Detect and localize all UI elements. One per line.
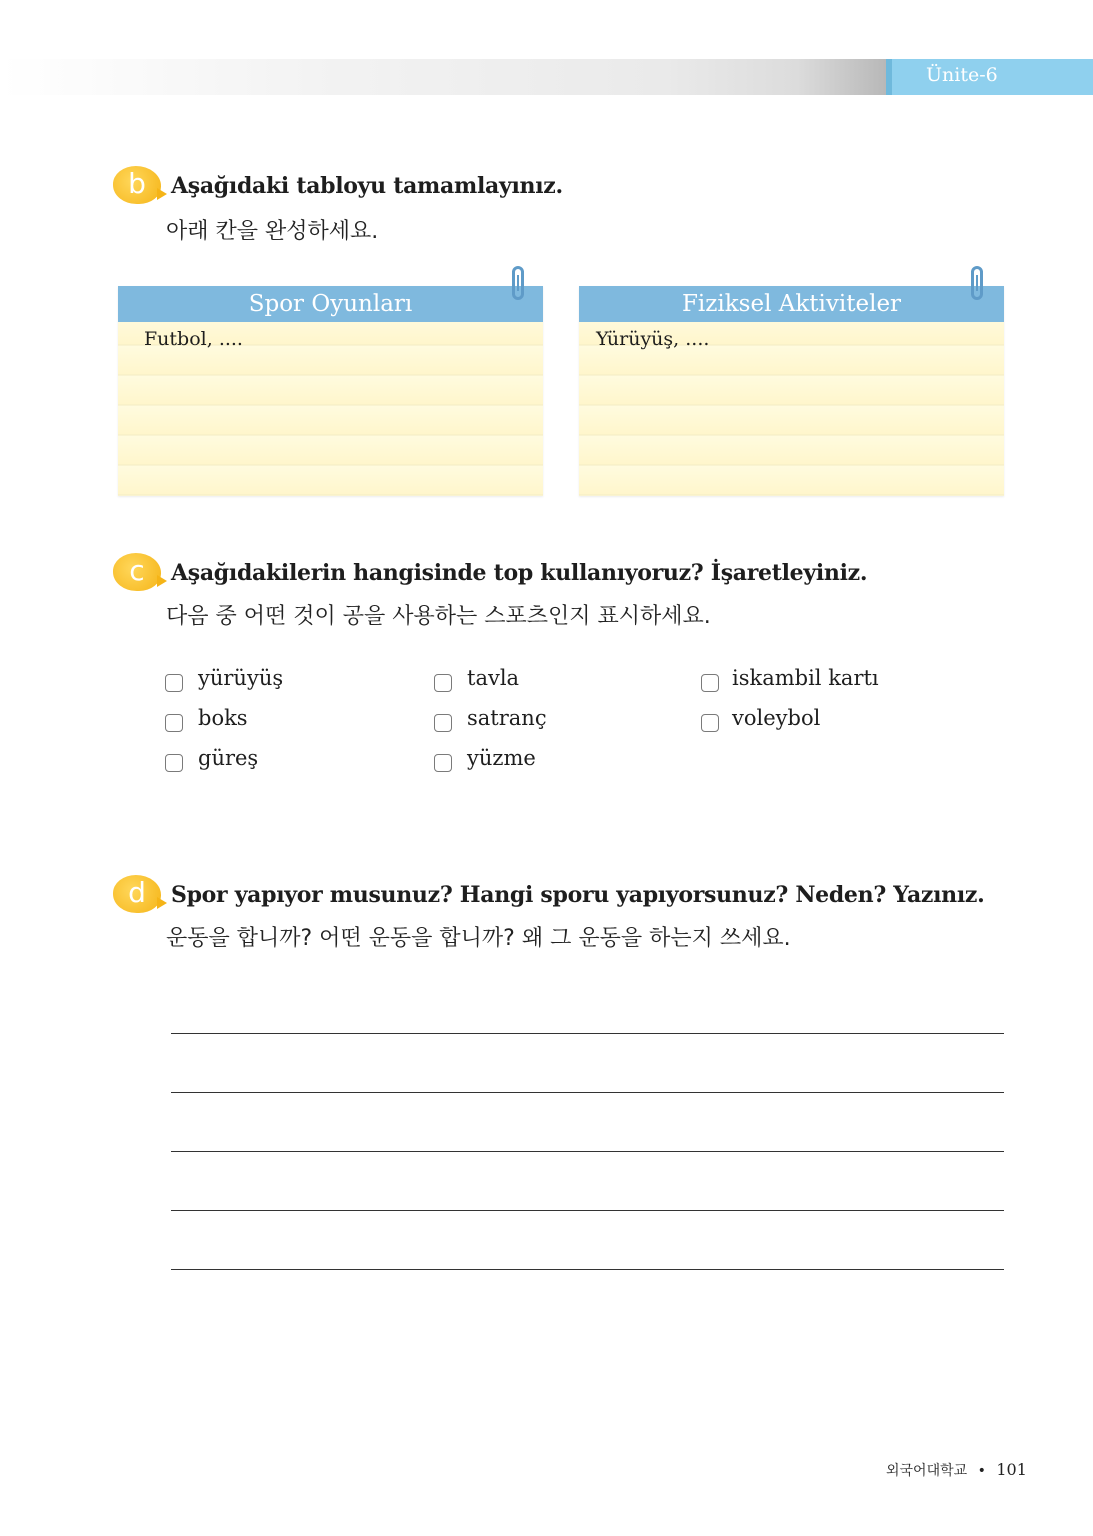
section-c-badge: c (113, 553, 161, 591)
card-heading: Spor Oyunları (118, 286, 543, 322)
checkbox[interactable] (165, 674, 183, 692)
checkbox[interactable] (434, 754, 452, 772)
header-gradient-bar (0, 59, 886, 95)
section-b-badge: b (113, 166, 161, 204)
option-label: yürüyüş (198, 666, 284, 690)
answer-line[interactable] (171, 1033, 1004, 1034)
option-label: tavla (467, 666, 520, 690)
checkbox[interactable] (165, 714, 183, 732)
checkbox[interactable] (434, 674, 452, 692)
unit-tab (886, 59, 1093, 95)
section-c-subtitle: 다음 중 어떤 것이 공을 사용하는 스포츠인지 표시하세요. (166, 604, 711, 629)
checkbox[interactable] (165, 754, 183, 772)
footer-school: 외국어대학교 (886, 1463, 968, 1479)
checkbox[interactable] (434, 714, 452, 732)
option-label: voleybol (732, 706, 821, 730)
section-b-title: Aşağıdaki tabloyu tamamlayınız. (171, 173, 563, 199)
section-d-badge: d (113, 875, 161, 913)
footer-separator: • (977, 1463, 986, 1479)
section-c-title: Aşağıdakilerin hangisinde top kullanıyoruz? İşaretleyiniz. (171, 560, 868, 586)
answer-line[interactable] (171, 1092, 1004, 1093)
card-first-line[interactable]: Yürüyüş, .... (596, 328, 710, 350)
card-fiziksel-aktiviteler (579, 286, 1004, 496)
checkbox[interactable] (701, 714, 719, 732)
answer-line[interactable] (171, 1269, 1004, 1270)
card-heading: Fiziksel Aktiviteler (579, 286, 1004, 322)
section-d-subtitle: 운동을 합니까? 어떤 운동을 합니까? 왜 그 운동을 하는지 쓰세요. (166, 926, 791, 951)
section-b-subtitle: 아래 칸을 완성하세요. (166, 219, 379, 244)
page-footer (886, 1460, 1027, 1480)
answer-line[interactable] (171, 1151, 1004, 1152)
paperclip-icon (512, 266, 524, 300)
card-spor-oyunlari (118, 286, 543, 496)
option-label: iskambil kartı (732, 666, 879, 690)
option-label: yüzme (467, 746, 536, 770)
card-first-line[interactable]: Futbol, .... (144, 328, 243, 350)
checkbox[interactable] (701, 674, 719, 692)
section-d-title: Spor yapıyor musunuz? Hangi sporu yapıyorsunuz? Neden? Yazınız. (171, 882, 985, 908)
page-number: 101 (996, 1460, 1027, 1479)
paperclip-icon (971, 266, 983, 300)
option-label: satranç (467, 706, 547, 730)
answer-line[interactable] (171, 1210, 1004, 1211)
option-label: boks (198, 706, 248, 730)
unit-label: Ünite-6 (926, 64, 998, 86)
option-label: güreş (198, 746, 259, 770)
